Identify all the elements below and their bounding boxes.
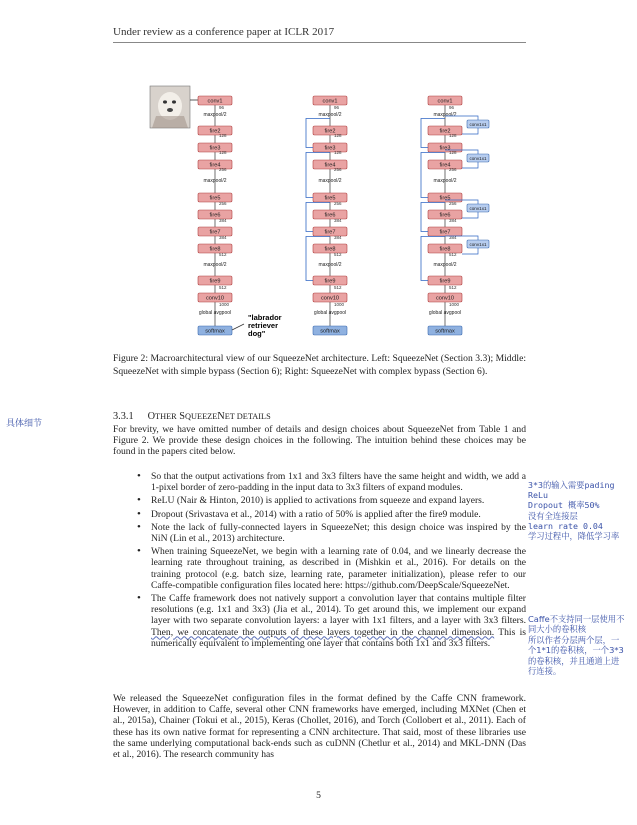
channel-label: 128 [334, 150, 342, 155]
channel-label: 128 [449, 150, 457, 155]
layer-label: fire2 [439, 128, 451, 135]
channel-label: 256 [334, 201, 342, 206]
channel-label: 512 [334, 252, 342, 257]
layer-label: fire7 [209, 229, 221, 236]
channel-label: 1000 [334, 302, 345, 307]
global-avgpool-label: global avgpool [198, 310, 232, 316]
bullet-item: • Dropout (Srivastava et al., 2014) with a ratio of 50% is applied after the fire9 module. [137, 509, 526, 520]
layer-label: conv10 [435, 295, 455, 302]
layer-label: fire4 [209, 162, 221, 169]
channel-label: 256 [219, 201, 227, 206]
output-label [248, 313, 282, 338]
layer-label: softmax [435, 328, 455, 335]
output-label-line: "labrador [248, 313, 282, 322]
output-arrow [232, 324, 244, 330]
figure-2-architecture [140, 80, 510, 345]
conv1x1-label: conv1x1 [469, 155, 487, 161]
conv1x1-label: conv1x1 [469, 241, 487, 247]
maxpool-label: maxpool/2 [318, 112, 342, 118]
channel-label: 256 [219, 167, 227, 172]
channel-label: 384 [219, 218, 227, 223]
col-middle [306, 96, 347, 335]
channel-label: 128 [449, 133, 457, 138]
highlighted-text: Then, we concatenate the outputs of these layers together in the channel dimension. [151, 626, 495, 638]
maxpool-label: maxpool/2 [203, 178, 227, 184]
section-heading: 3.3.1 OTHER SQUEEZENET DETAILS [113, 411, 271, 422]
bypass-connection [462, 248, 478, 254]
section-number: 3.3.1 [113, 411, 134, 422]
bullet-item: • ReLU (Nair & Hinton, 2010) is applied to activations from squeeze and expand layers. [137, 495, 526, 506]
channel-label: 96 [334, 105, 340, 110]
layer-label: fire6 [209, 212, 221, 219]
channel-label: 512 [449, 285, 457, 290]
layer-label: fire8 [324, 246, 336, 253]
conv1x1-label: conv1x1 [469, 205, 487, 211]
maxpool-label: maxpool/2 [433, 112, 457, 118]
col-right [421, 96, 489, 335]
margin-note-right-2: Caffe不支持同一层使用不 同大小的卷积核 所以作者分层两个层，一 个1*1的卷积核，一个3*3 的卷积核，并且通道上进 行连接。 [528, 614, 625, 677]
layer-label: fire3 [324, 145, 336, 152]
layer-label: fire9 [324, 278, 336, 285]
channel-label: 384 [334, 218, 342, 223]
layer-label: conv10 [205, 295, 225, 302]
bypass-connection [306, 153, 330, 198]
page-number: 5 [316, 790, 321, 801]
input-photo [150, 86, 190, 128]
figure-caption: Figure 2: Macroarchitectural view of our SqueezeNet architecture. Left: SqueezeNet (Section 3.3); Middle: SqueezeNet with simple bypass (Section 6); Right: SqueezeNet with complex bypass (Section 6). [113, 353, 526, 377]
channel-label: 256 [449, 167, 457, 172]
channel-label: 256 [334, 167, 342, 172]
layer-label: fire5 [439, 195, 451, 202]
channel-label: 512 [219, 285, 227, 290]
output-label-line: dog" [248, 329, 266, 338]
maxpool-label: maxpool/2 [433, 178, 457, 184]
layer-label: fire3 [439, 145, 451, 152]
margin-note-left: 具体细节 [6, 419, 43, 429]
channel-label: 384 [219, 235, 227, 240]
conv1x1-label: conv1x1 [469, 121, 487, 127]
bypass-connection [462, 212, 478, 218]
layer-label: fire9 [209, 278, 221, 285]
layer-label: fire9 [439, 278, 451, 285]
layer-label: softmax [205, 328, 225, 335]
bullet-item: • When training SqueezeNet, we begin with a learning rate of 0.04, and we linearly decrease the learning rate throughout training, as described in (Mishkin et al., 2016). For details on the training protocol (e.g. batch size, learning rate, parameter initialization), please refer to our Caffe-compatible configuration files located here: https://github.com/DeepScale/SqueezeNet. [137, 546, 526, 591]
layer-label: conv1 [437, 98, 453, 105]
layer-label: conv1 [207, 98, 223, 105]
channel-label: 512 [449, 252, 457, 257]
layer-label: fire5 [209, 195, 221, 202]
maxpool-label: maxpool/2 [203, 262, 227, 268]
layer-label: fire6 [439, 212, 451, 219]
channel-label: 512 [219, 252, 227, 257]
details-bullet-list [137, 471, 526, 649]
maxpool-label: maxpool/2 [433, 262, 457, 268]
layer-label: conv10 [320, 295, 340, 302]
layer-label: conv1 [322, 98, 338, 105]
layer-label: fire7 [439, 229, 451, 236]
layer-label: fire2 [209, 128, 221, 135]
bullet-item: • Note the lack of fully-connected layers in SqueezeNet; this design choice was inspired by the NiN (Lin et al., 2013) architecture. [137, 522, 526, 544]
channel-label: 128 [334, 133, 342, 138]
col-left [198, 96, 244, 335]
channel-label: 256 [449, 201, 457, 206]
output-label-line: retriever [248, 321, 279, 330]
layer-label: fire4 [439, 162, 451, 169]
bypass-connection [421, 153, 445, 198]
bullet-item: • The Caffe framework does not natively support a convolution layer that contains multiple filter resolutions (e.g. 1x1 and 3x3) (Jia et al., 2014). To get around this, we implement our expand layer with two separate convolution layers: a layer with 1x1 filters, and a layer with 3x3 filters. Then, we concatenate the outputs of these layers together in the channel dimension. This is numerically equivalent to implementing one layer that contains both 1x1 and 3x3 filters. [137, 593, 526, 649]
layer-label: fire8 [439, 246, 451, 253]
layer-label: fire6 [324, 212, 336, 219]
channel-label: 1000 [219, 302, 230, 307]
global-avgpool-label: global avgpool [428, 310, 462, 316]
running-header: Under review as a conference paper at ICLR 2017 [113, 26, 335, 38]
channel-label: 384 [334, 235, 342, 240]
bullet-item: • So that the output activations from 1x1 and 3x3 filters have the same height and width, we add a 1-pixel border of zero-padding in the input data to 3x3 filters of expand modules. [137, 471, 526, 493]
layer-label: fire3 [209, 145, 221, 152]
paragraph-intro: For brevity, we have omitted number of details and design choices about SqueezeNet from Table 1 and Figure 2. We provide these design choices in the following. The intuition behind these choices may be found in the papers cited below. [113, 424, 526, 458]
channel-label: 96 [219, 105, 225, 110]
channel-label: 384 [449, 218, 457, 223]
layer-label: fire4 [324, 162, 336, 169]
bypass-connection [421, 237, 445, 281]
layer-label: fire2 [324, 128, 336, 135]
bypass-connection [462, 128, 478, 134]
layer-label: fire7 [324, 229, 336, 236]
layer-label: fire8 [209, 246, 221, 253]
paragraph-frameworks: We released the SqueezeNet configuration files in the format defined by the Caffe CNN framework. However, in addition to Caffe, several other CNN frameworks have emerged, including MXNet (Chen et al., 2015a), Chainer (Tokui et al., 2015), Keras (Chollet, 2016), and Torch (Collobert et al., 2011). Each of these has its own native format for representing a CNN architecture. That said, most of these libraries use the same underlying computational back-ends such as cuDNN (Chetlur et al., 2014) and MKL-DNN (Das et al., 2016). The research community has [113, 693, 526, 761]
header-rule [113, 42, 526, 43]
margin-note-right-1: 3*3的输入需要pading ReLu Dropout 概率50% 没有全连接层 learn rate 0.04 学习过程中，降低学习率 [528, 480, 620, 542]
layer-label: softmax [320, 328, 340, 335]
channel-label: 384 [449, 235, 457, 240]
maxpool-label: maxpool/2 [318, 262, 342, 268]
channel-label: 96 [449, 105, 455, 110]
channel-label: 128 [219, 150, 227, 155]
channel-label: 512 [334, 285, 342, 290]
channel-label: 128 [219, 133, 227, 138]
maxpool-label: maxpool/2 [203, 112, 227, 118]
layer-label: fire5 [324, 195, 336, 202]
maxpool-label: maxpool/2 [318, 178, 342, 184]
channel-label: 1000 [449, 302, 460, 307]
bypass-connection [306, 237, 330, 281]
global-avgpool-label: global avgpool [313, 310, 347, 316]
bypass-connection [462, 162, 478, 168]
